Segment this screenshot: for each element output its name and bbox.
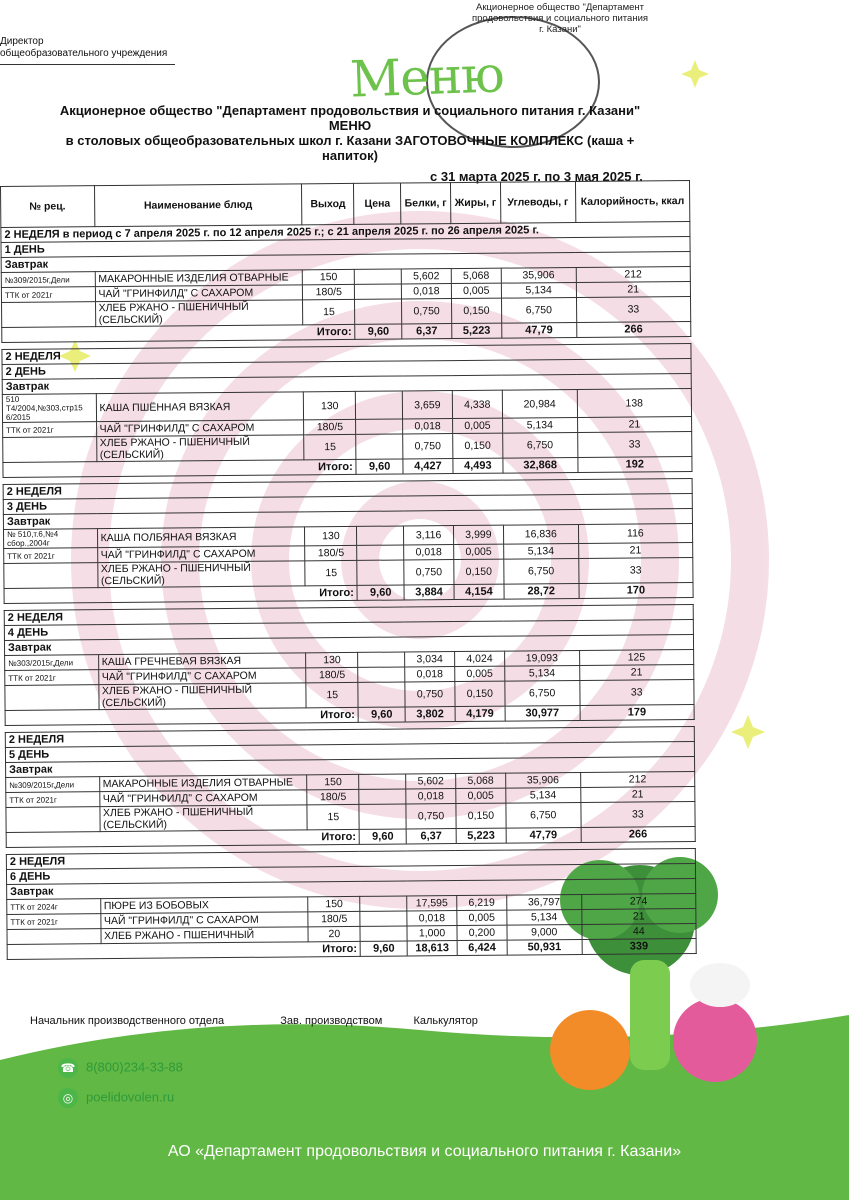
portion: 130 bbox=[306, 652, 358, 667]
fat: 0,150 bbox=[456, 803, 506, 828]
total-label: Итого: bbox=[5, 707, 358, 725]
price bbox=[355, 269, 402, 284]
calories: 138 bbox=[577, 388, 692, 417]
day-label: 5 ДЕНЬ bbox=[5, 741, 694, 762]
recipe-ref: №309/2015г,Дели bbox=[6, 777, 100, 793]
protein: 5,602 bbox=[406, 774, 456, 789]
stamp-text: Акционерное общество "Департамент продовольствия и социального питания г. Казани" bbox=[471, 2, 649, 35]
total-label: Итого: bbox=[7, 941, 360, 959]
week-period: 2 НЕДЕЛЯ в период с 7 апреля 2025 г. по 12 апреля 2025 г.; с 21 апреля 2025 г. по 26 апреля 2025 г. bbox=[1, 221, 690, 242]
site-link[interactable]: poelidovolen.ru bbox=[86, 1089, 175, 1105]
calories: 274 bbox=[581, 893, 696, 909]
total-protein: 4,427 bbox=[403, 459, 453, 474]
site-contact[interactable] bbox=[58, 1088, 174, 1108]
portion: 150 bbox=[307, 774, 359, 789]
total-price: 9,60 bbox=[360, 941, 407, 956]
price bbox=[359, 804, 406, 829]
total-carbs: 30,977 bbox=[505, 705, 580, 721]
chief-signature-label: Начальник производственного отдела bbox=[30, 1015, 225, 1027]
globe-icon: ◎ bbox=[58, 1088, 78, 1108]
carbs: 16,836 bbox=[503, 524, 578, 544]
portion: 180/5 bbox=[308, 911, 360, 926]
calories: 212 bbox=[576, 266, 691, 282]
recipe-ref bbox=[5, 685, 99, 711]
dish-name: МАКАРОННЫЕ ИЗДЕЛИЯ ОТВАРНЫЕ bbox=[99, 775, 307, 792]
carbs: 19,093 bbox=[504, 650, 579, 666]
carbs: 5,134 bbox=[506, 787, 581, 803]
fat: 3,999 bbox=[453, 525, 503, 544]
signatures bbox=[30, 1015, 730, 1027]
portion: 15 bbox=[303, 299, 355, 324]
phone-contact[interactable] bbox=[58, 1058, 183, 1078]
calories: 116 bbox=[578, 523, 693, 543]
phone-number[interactable]: 8(800)234-33-88 bbox=[86, 1059, 183, 1075]
day-label: 4 ДЕНЬ bbox=[4, 619, 693, 640]
price bbox=[358, 667, 405, 682]
fat: 4,338 bbox=[452, 390, 502, 418]
recipe-ref bbox=[3, 437, 97, 463]
carbs: 35,906 bbox=[501, 267, 576, 283]
week-label: 2 НЕДЕЛЯ bbox=[5, 726, 694, 747]
total-label: Итого: bbox=[2, 324, 355, 342]
carbs: 6,750 bbox=[501, 297, 576, 323]
calories: 125 bbox=[579, 649, 694, 665]
calories: 21 bbox=[578, 542, 693, 558]
price bbox=[355, 284, 402, 299]
fat: 0,150 bbox=[455, 681, 505, 706]
fat: 5,068 bbox=[456, 773, 506, 788]
dish-name: ПЮРЕ ИЗ БОБОВЫХ bbox=[100, 897, 308, 914]
protein: 0,018 bbox=[404, 545, 454, 560]
carbs: 36,797 bbox=[507, 894, 582, 910]
fat: 0,005 bbox=[454, 544, 504, 559]
total-price: 9,60 bbox=[358, 707, 405, 722]
director-title: Директор bbox=[0, 36, 44, 47]
calories: 33 bbox=[579, 679, 694, 705]
carbs: 6,750 bbox=[502, 432, 577, 458]
week-label: 2 НЕДЕЛЯ bbox=[3, 478, 692, 499]
portion: 15 bbox=[306, 682, 358, 707]
col-header: Цена bbox=[354, 183, 401, 224]
dish-name: ХЛЕБ РЖАНО - ПШЕНИЧНЫЙ (СЕЛЬСКИЙ) bbox=[99, 805, 307, 832]
menu-title: МЕНЮ bbox=[328, 118, 372, 133]
director-org: общеобразовательного учреждения bbox=[0, 48, 168, 59]
calories: 21 bbox=[581, 908, 696, 924]
protein: 3,034 bbox=[405, 652, 455, 667]
total-fat: 4,493 bbox=[453, 458, 503, 473]
calories: 21 bbox=[580, 786, 695, 802]
protein: 0,018 bbox=[401, 284, 451, 299]
price bbox=[356, 434, 403, 459]
total-protein: 3,884 bbox=[404, 585, 454, 600]
col-header: Углеводы, г bbox=[500, 181, 575, 223]
calc-signature-label: Калькулятор bbox=[413, 1015, 478, 1027]
recipe-ref: ТТК от 2021г bbox=[6, 792, 100, 808]
total-calories: 266 bbox=[576, 321, 691, 337]
phone-icon: ☎ bbox=[58, 1058, 78, 1078]
col-header: № рец. bbox=[1, 186, 95, 228]
total-label: Итого: bbox=[3, 459, 356, 477]
price bbox=[358, 682, 405, 707]
protein: 0,018 bbox=[406, 789, 456, 804]
fat: 4,024 bbox=[455, 651, 505, 666]
menu-table bbox=[0, 180, 697, 960]
menu-subtitle: в столовых общеобразовательных школ г. Казани ЗАГОТОВОЧНЫЕ КОМПЛЕКС (каша + bbox=[65, 133, 635, 148]
total-label: Итого: bbox=[4, 585, 357, 603]
calories: 33 bbox=[577, 431, 692, 457]
dish-name: ЧАЙ "ГРИНФИЛД" С САХАРОМ bbox=[97, 546, 305, 563]
dish-name: ХЛЕБ РЖАНО - ПШЕНИЧНЫЙ (СЕЛЬСКИЙ) bbox=[97, 561, 305, 588]
carbs: 6,750 bbox=[504, 558, 579, 584]
meal-label: Завтрак bbox=[7, 878, 696, 899]
fat: 6,219 bbox=[457, 895, 507, 910]
col-header: Белки, г bbox=[401, 183, 451, 224]
dish-name: КАША ПОЛБЯНАЯ ВЯЗКАЯ bbox=[97, 527, 305, 548]
carbs: 5,134 bbox=[502, 417, 577, 433]
week-label: 2 НЕДЕЛЯ bbox=[6, 848, 695, 869]
menu-logo: Меню bbox=[349, 45, 505, 109]
protein: 0,750 bbox=[405, 682, 455, 707]
total-fat: 5,223 bbox=[452, 323, 502, 338]
recipe-ref bbox=[4, 563, 98, 589]
price bbox=[360, 911, 407, 926]
recipe-ref: ТТК от 2024г bbox=[7, 899, 101, 915]
dish-name: КАША ПШЁННАЯ ВЯЗКАЯ bbox=[96, 392, 304, 422]
total-price: 9,60 bbox=[355, 324, 402, 339]
price bbox=[360, 896, 407, 911]
total-fat: 4,179 bbox=[455, 706, 505, 721]
footer-org: АО «Департамент продовольствия и социального питания г. Казани» bbox=[167, 1143, 682, 1160]
price bbox=[360, 926, 407, 941]
price bbox=[357, 526, 404, 545]
portion: 130 bbox=[304, 391, 356, 419]
day-label: 6 ДЕНЬ bbox=[6, 863, 695, 884]
total-carbs: 32,868 bbox=[503, 457, 578, 473]
dish-name: ЧАЙ "ГРИНФИЛД" С САХАРОМ bbox=[95, 285, 303, 302]
recipe-ref: ТТК от 2021г bbox=[1, 287, 95, 303]
portion: 15 bbox=[307, 804, 359, 829]
total-calories: 192 bbox=[578, 456, 693, 472]
recipe-ref: №303/2015г,Дели bbox=[5, 655, 99, 671]
protein: 0,018 bbox=[405, 667, 455, 682]
dish-name: ЧАЙ "ГРИНФИЛД" С САХАРОМ bbox=[99, 790, 307, 807]
carbs: 6,750 bbox=[506, 802, 581, 828]
total-fat: 5,223 bbox=[456, 828, 506, 843]
dish-name: ЧАЙ "ГРИНФИЛД" С САХАРОМ bbox=[100, 912, 308, 929]
recipe-ref: №309/2015г,Дели bbox=[1, 272, 95, 288]
recipe-ref bbox=[2, 302, 96, 328]
total-carbs: 28,72 bbox=[504, 583, 579, 599]
total-label: Итого: bbox=[6, 829, 359, 847]
carbs: 35,906 bbox=[505, 772, 580, 788]
protein: 3,659 bbox=[402, 391, 452, 419]
carbs: 5,134 bbox=[503, 543, 578, 559]
director-signature-line bbox=[0, 60, 175, 65]
price bbox=[359, 774, 406, 789]
recipe-ref bbox=[7, 929, 101, 945]
protein: 1,000 bbox=[407, 926, 457, 941]
total-calories: 179 bbox=[580, 704, 695, 720]
total-protein: 18,613 bbox=[407, 941, 457, 956]
total-calories: 339 bbox=[582, 938, 697, 954]
total-price: 9,60 bbox=[359, 829, 406, 844]
total-protein: 6,37 bbox=[406, 829, 456, 844]
dish-name: КАША ГРЕЧНЕВАЯ ВЯЗКАЯ bbox=[98, 653, 306, 670]
carbs: 9,000 bbox=[507, 924, 582, 940]
calories: 33 bbox=[578, 557, 693, 583]
table-header bbox=[1, 180, 690, 227]
total-fat: 6,424 bbox=[457, 940, 507, 955]
fat: 0,150 bbox=[454, 559, 504, 584]
dish-name: ХЛЕБ РЖАНО - ПШЕНИЧНЫЙ bbox=[101, 927, 309, 944]
portion: 130 bbox=[305, 526, 357, 545]
director-block bbox=[0, 36, 175, 65]
protein: 0,750 bbox=[403, 434, 453, 459]
fat: 5,068 bbox=[451, 268, 501, 283]
calories: 44 bbox=[582, 923, 697, 939]
recipe-ref: ТТК от 2021г bbox=[7, 914, 101, 930]
protein: 17,595 bbox=[407, 896, 457, 911]
recipe-ref: ТТК от 2021г bbox=[3, 422, 97, 438]
day-label: 2 ДЕНЬ bbox=[2, 358, 691, 379]
portion: 150 bbox=[308, 896, 360, 911]
calories: 33 bbox=[581, 801, 696, 827]
price bbox=[357, 545, 404, 560]
fat: 0,150 bbox=[451, 298, 501, 323]
dish-name: ЧАЙ "ГРИНФИЛД" С САХАРОМ bbox=[96, 420, 304, 437]
week-label: 2 НЕДЕЛЯ bbox=[2, 343, 691, 364]
calories: 21 bbox=[576, 281, 691, 297]
carbs: 20,984 bbox=[502, 389, 577, 418]
carbs: 5,134 bbox=[507, 909, 582, 925]
day-label: 1 ДЕНЬ bbox=[1, 236, 690, 257]
carbs: 6,750 bbox=[505, 680, 580, 706]
protein: 5,602 bbox=[401, 269, 451, 284]
portion: 20 bbox=[308, 926, 360, 941]
portion: 150 bbox=[303, 269, 355, 284]
meal-label: Завтрак bbox=[3, 508, 692, 529]
dish-name: ХЛЕБ РЖАНО - ПШЕНИЧНЫЙ (СЕЛЬСКИЙ) bbox=[95, 300, 303, 327]
dish-name: ХЛЕБ РЖАНО - ПШЕНИЧНЫЙ (СЕЛЬСКИЙ) bbox=[98, 683, 306, 710]
protein: 0,750 bbox=[402, 299, 452, 324]
total-calories: 170 bbox=[579, 582, 694, 598]
portion: 180/5 bbox=[307, 789, 359, 804]
col-header: Жиры, г bbox=[450, 182, 500, 223]
portion: 180/5 bbox=[306, 667, 358, 682]
calories: 21 bbox=[579, 664, 694, 680]
price bbox=[355, 299, 402, 324]
fat: 0,005 bbox=[452, 418, 502, 433]
fat: 0,200 bbox=[457, 925, 507, 940]
total-protein: 3,802 bbox=[405, 707, 455, 722]
calories: 21 bbox=[577, 416, 692, 432]
menu-period: с 31 марта 2025 г. по 3 мая 2025 г. bbox=[430, 169, 643, 184]
portion: 180/5 bbox=[305, 545, 357, 560]
recipe-ref: 510 Т4/2004,№303,стр15 6/2015 bbox=[2, 394, 96, 423]
head-signature-label: Зав. производством bbox=[280, 1015, 383, 1027]
dish-name: ХЛЕБ РЖАНО - ПШЕНИЧНЫЙ (СЕЛЬСКИЙ) bbox=[96, 435, 304, 462]
carbs: 5,134 bbox=[501, 282, 576, 298]
col-header: Калорийность, ккал bbox=[575, 180, 690, 222]
total-protein: 6,37 bbox=[402, 324, 452, 339]
price bbox=[356, 419, 403, 434]
price bbox=[356, 391, 403, 419]
meal-label: Завтрак bbox=[4, 634, 693, 655]
dish-name: МАКАРОННЫЕ ИЗДЕЛИЯ ОТВАРНЫЕ bbox=[95, 270, 303, 287]
total-carbs: 50,931 bbox=[507, 939, 582, 955]
price bbox=[359, 789, 406, 804]
protein: 0,750 bbox=[406, 804, 456, 829]
total-calories: 266 bbox=[581, 826, 696, 842]
fat: 0,005 bbox=[456, 788, 506, 803]
total-price: 9,60 bbox=[356, 459, 403, 474]
week-label: 2 НЕДЕЛЯ bbox=[4, 604, 693, 625]
recipe-ref: ТТК от 2021г bbox=[4, 548, 98, 564]
portion: 15 bbox=[305, 560, 357, 585]
menu-body bbox=[1, 221, 696, 959]
fat: 0,005 bbox=[455, 666, 505, 681]
total-carbs: 47,79 bbox=[502, 322, 577, 338]
protein: 0,018 bbox=[403, 419, 453, 434]
portion: 180/5 bbox=[303, 284, 355, 299]
menu-subtitle-cont: напиток) bbox=[322, 148, 378, 163]
calories: 33 bbox=[576, 296, 691, 322]
fat: 0,005 bbox=[451, 283, 501, 298]
recipe-ref: № 510,т.6,№4 сбор.,2004г bbox=[3, 529, 97, 549]
total-fat: 4,154 bbox=[454, 584, 504, 599]
meal-label: Завтрак bbox=[2, 373, 691, 394]
price bbox=[358, 652, 405, 667]
col-header: Выход bbox=[302, 183, 354, 224]
org-title: Акционерное общество "Департамент продовольствия и социального питания г. Казани" bbox=[59, 103, 641, 118]
total-price: 9,60 bbox=[357, 585, 404, 600]
calories: 212 bbox=[580, 771, 695, 787]
protein: 0,750 bbox=[404, 560, 454, 585]
total-carbs: 47,79 bbox=[506, 827, 581, 843]
meal-label: Завтрак bbox=[1, 251, 690, 272]
recipe-ref bbox=[6, 807, 100, 833]
dish-name: ЧАЙ "ГРИНФИЛД" С САХАРОМ bbox=[98, 668, 306, 685]
portion: 180/5 bbox=[304, 419, 356, 434]
day-label: 3 ДЕНЬ bbox=[3, 493, 692, 514]
carbs: 5,134 bbox=[505, 665, 580, 681]
portion: 15 bbox=[304, 434, 356, 459]
price bbox=[357, 560, 404, 585]
protein: 3,116 bbox=[404, 526, 454, 545]
fat: 0,005 bbox=[457, 910, 507, 925]
col-header: Наименование блюд bbox=[94, 184, 302, 227]
recipe-ref: ТТК от 2021г bbox=[5, 670, 99, 686]
meal-label: Завтрак bbox=[6, 756, 695, 777]
fat: 0,150 bbox=[453, 433, 503, 458]
protein: 0,018 bbox=[407, 911, 457, 926]
